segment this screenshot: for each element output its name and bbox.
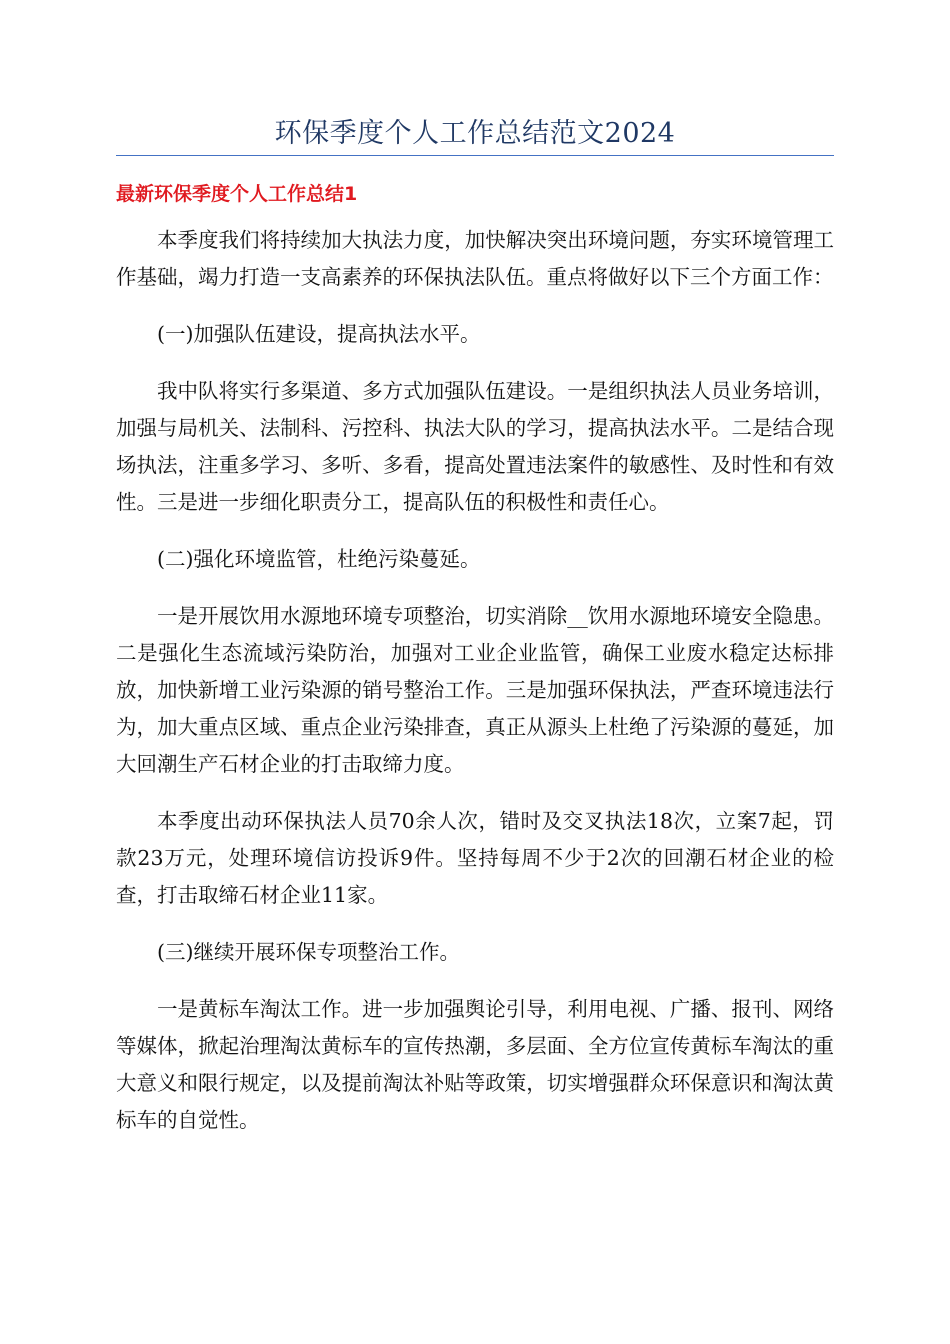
document-title: 环保季度个人工作总结范文2024	[274, 118, 676, 149]
paragraph-supervision: 一是开展饮用水源地环境专项整治，切实消除__饮用水源地环境安全隐患。二是强化生态流域污染防治，加强对工业企业监管，确保工业废水稳定达标排放，加快新增工业污染源的销号整治工作。三是加强环保执法，严查环境违法行为，加大重点区域、重点企业污染排查，真正从源头上杜绝了污染源的蔓延，加大回潮生产石材企业的打击取缔力度。	[116, 604, 834, 776]
subheading-2: (二)强化环境监管，杜绝污染蔓延。	[157, 547, 481, 571]
document-body	[116, 222, 834, 1159]
paragraph-statistics: 本季度出动环保执法人员70余人次，错时及交叉执法18次，立案7起，罚款23万元，处理环境信访投诉9件。坚持每周不少于2次的回潮石材企业的检查，打击取缔石材企业11家。	[116, 809, 834, 907]
paragraph-vehicle-phaseout: 一是黄标车淘汰工作。进一步加强舆论引导，利用电视、广播、报刊、网络等媒体，掀起治理淘汰黄标车的宣传热潮，多层面、全方位宣传黄标车淘汰的重大意义和限行规定，以及提前淘汰补贴等政策，切实增强群众环保意识和淘汰黄标车的自觉性。	[116, 997, 834, 1132]
subheading-3: (三)继续开展环保专项整治工作。	[157, 940, 460, 964]
title-underline	[116, 155, 834, 156]
subheading-1: (一)加强队伍建设，提高执法水平。	[157, 322, 481, 346]
section-heading: 最新环保季度个人工作总结1	[116, 183, 358, 205]
paragraph-team-building: 我中队将实行多渠道、多方式加强队伍建设。一是组织执法人员业务培训，加强与局机关、法制科、污控科、执法大队的学习，提高执法水平。二是结合现场执法，注重多学习、多听、多看，提高处置违法案件的敏感性、及时性和有效性。三是进一步细化职责分工，提高队伍的积极性和责任心。	[116, 379, 834, 514]
paragraph-intro: 本季度我们将持续加大执法力度，加快解决突出环境问题，夯实环境管理工作基础，竭力打造一支高素养的环保执法队伍。重点将做好以下三个方面工作：	[116, 228, 834, 289]
